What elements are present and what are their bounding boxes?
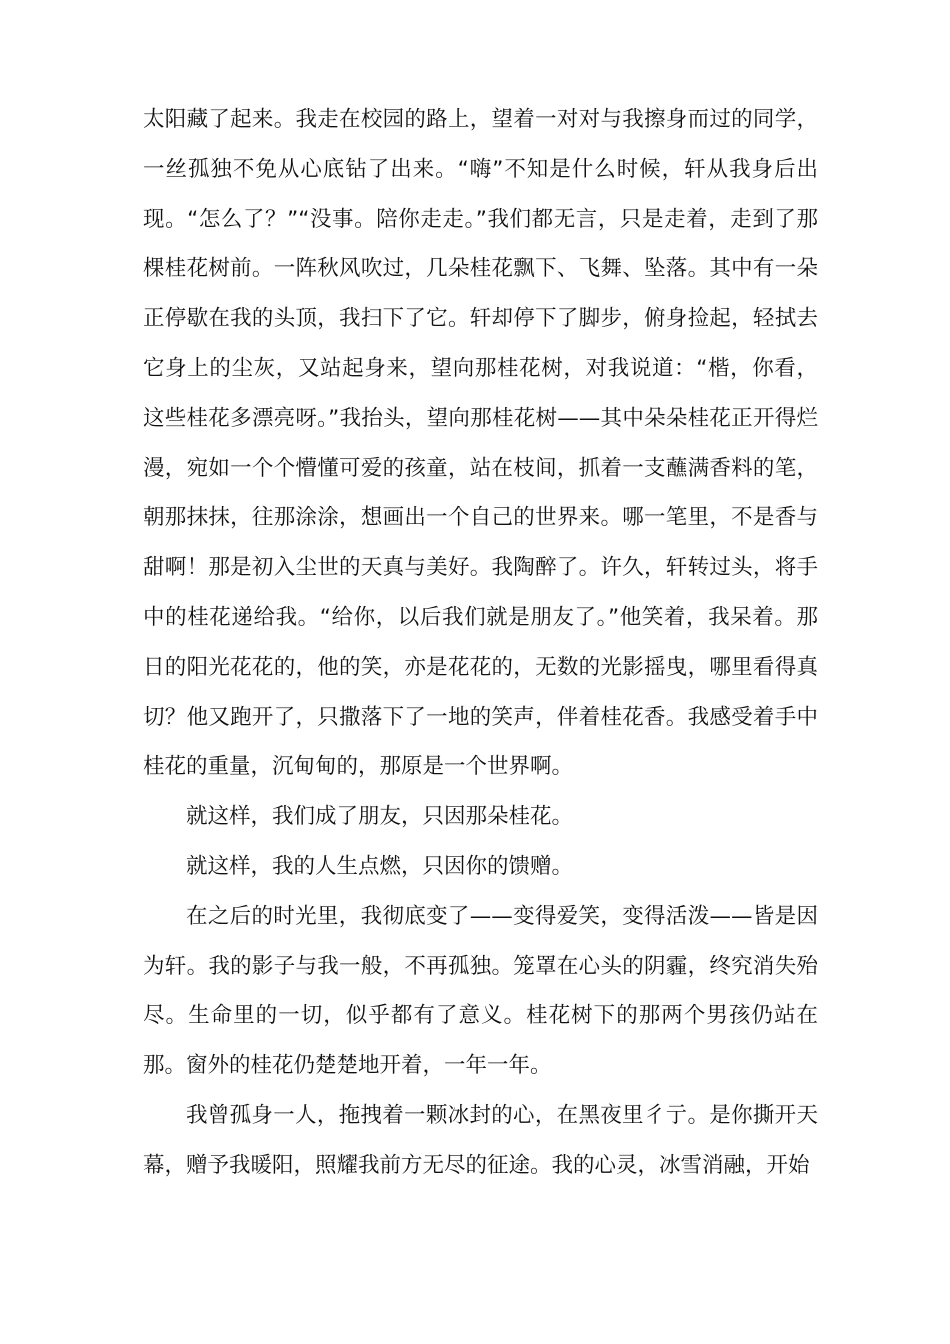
paragraph-became-friends: 就这样，我们成了朋友，只因那朵桂花。 bbox=[186, 804, 574, 830]
essay-text bbox=[143, 95, 818, 1191]
paragraph-after-time: 在之后的时光里，我彻底变了——变得爱笑，变得活泼——皆是因为轩。我的影子与我一般，不再孤独。笼罩在心头的阴霾，终究消失殆尽。生命里的一切，似乎都有了意义。桂花树下的那两个男孩仍站在那。窗外的桂花仍楚楚地开着，一年一年。 bbox=[143, 903, 818, 1079]
paragraph-osmanthus-meeting: 太阳藏了起来。我走在校园的路上，望着一对对与我擦身而过的同学，一丝孤独不免从心底钻了出来。“嗨”不知是什么时候，轩从我身后出现。“怎么了？”“没事。陪你走走。”我们都无言，只是走着，走到了那棵桂花树前。一阵秋风吹过，几朵桂花飘下、飞舞、坠落。其中有一朵正停歇在我的头顶，我扫下了它。轩却停下了脚步，俯身捡起，轻拭去它身上的尘灰，又站起身来，望向那桂花树，对我说道：“楷，你看，这些桂花多漂亮呀。”我抬头，望向那桂花树——其中朵朵桂花正开得烂漫，宛如一个个懵懂可爱的孩童，站在枝间，抓着一支蘸满香料的笔，朝那抹抹，往那涂涂，想画出一个自己的世界来。哪一笔里，不是香与甜啊！那是初入尘世的天真与美好。我陶醉了。许久，轩转过头，将手中的桂花递给我。“给你，以后我们就是朋友了。”他笑着，我呆着。那日的阳光花花的，他的笑，亦是花花的，无数的光影摇曳，哪里看得真切？他又跑开了，只撒落下了一地的笑声，伴着桂花香。我感受着手中桂花的重量，沉甸甸的，那原是一个世界啊。 bbox=[143, 107, 818, 780]
paragraph-once-alone: 我曾孤身一人，拖拽着一颗冰封的心，在黑夜里彳亍。是你撕开天幕，赠予我暖阳，照耀我前方无尽的征途。我的心灵，冰雪消融，开始 bbox=[143, 1102, 818, 1178]
paragraph-life-ignited: 就这样，我的人生点燃，只因你的馈赠。 bbox=[186, 853, 574, 879]
